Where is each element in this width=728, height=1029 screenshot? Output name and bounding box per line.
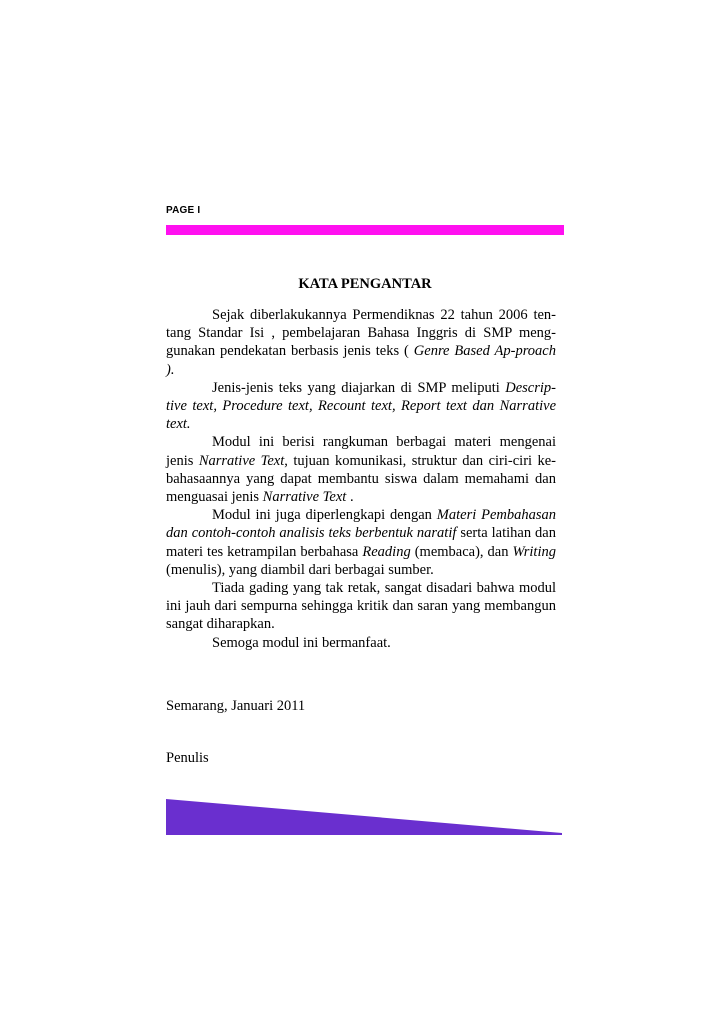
preface-paragraph bbox=[166, 306, 556, 379]
italic-text: Writing bbox=[512, 543, 556, 560]
italic-text: Descrip-tive text, Procedure text, Recount text, Report text dan Narrative text. bbox=[166, 379, 556, 433]
text-run: . bbox=[346, 489, 354, 506]
preface-paragraph bbox=[166, 506, 556, 579]
preface-paragraph bbox=[166, 379, 556, 434]
text-run: Semoga modul ini bermanfaat. bbox=[212, 634, 391, 651]
preface-body bbox=[166, 306, 556, 652]
italic-text: Narrative Text bbox=[262, 489, 347, 506]
text-run: Jenis-jenis teks yang diajarkan di SMP meliputi bbox=[212, 379, 506, 396]
text-run: Tiada gading yang tak retak, sangat disadari bahwa modul ini jauh dari sempurna sehingga kritik dan saran yang membangun sangat diharapkan. bbox=[166, 580, 556, 633]
preface-paragraph bbox=[166, 579, 556, 634]
preface-paragraph bbox=[166, 433, 556, 506]
preface-paragraph bbox=[166, 634, 556, 652]
italic-text: Materi Pembahasan dan contoh-contoh analisis teks berbentuk naratif bbox=[166, 507, 556, 542]
page-title: KATA PENGANTAR bbox=[298, 276, 432, 292]
text-run: Modul ini juga diperlengkapi dengan bbox=[212, 507, 437, 524]
header-accent-bar bbox=[166, 225, 564, 235]
text-run: (menulis), yang diambil dari berbagai sumber. bbox=[166, 561, 434, 578]
footer-wedge bbox=[166, 799, 562, 835]
author-label: Penulis bbox=[166, 750, 209, 766]
text-run: , tujuan komunikasi, struktur dan ciri-ciri ke-bahasaannya yang dapat membantu siswa dalam memahami dan menguasai jenis bbox=[166, 452, 556, 506]
text-run: Sejak diberlakukannya Permendiknas 22 tahun 2006 ten-tang Standar Isi , pembelajaran Bahasa Inggris di SMP meng-gunakan pendekatan berbasis jenis teks ( bbox=[166, 307, 556, 360]
text-run: serta latihan dan materi tes ketrampilan berbahasa bbox=[166, 525, 556, 560]
italic-text: Reading bbox=[362, 543, 411, 560]
italic-text: Narrative Text bbox=[198, 452, 285, 469]
page-label: PAGE I bbox=[166, 205, 201, 216]
text-run: Modul ini berisi rangkuman berbagai materi mengenai jenis bbox=[166, 434, 556, 469]
text-run: (membaca), dan bbox=[410, 543, 513, 560]
place-date: Semarang, Januari 2011 bbox=[166, 698, 306, 714]
italic-text: Genre Based Ap-proach ). bbox=[166, 343, 556, 378]
